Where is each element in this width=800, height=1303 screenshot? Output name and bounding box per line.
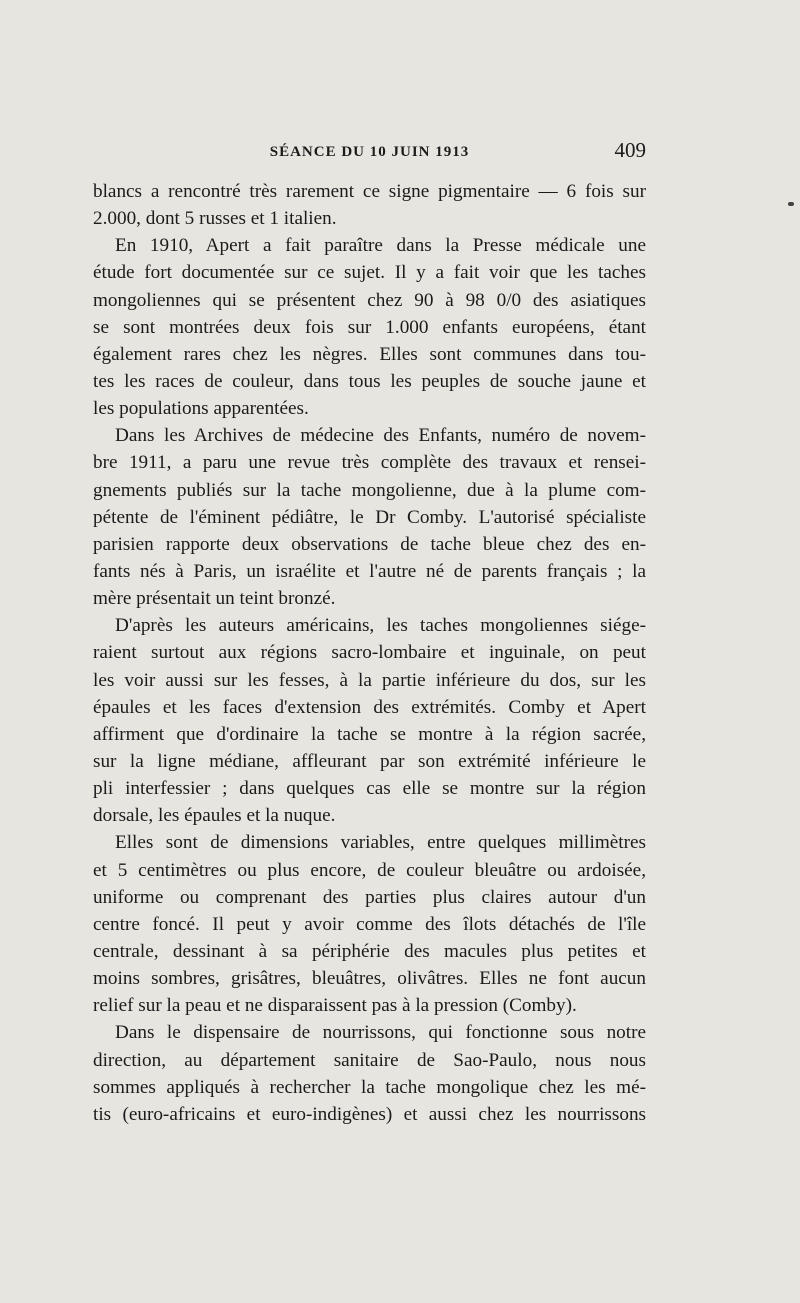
page-number: 409 [614, 138, 646, 162]
text-line: parisien rapporte deux observations de tache bleue chez des en- [93, 533, 646, 555]
running-title: SÉANCE DU 10 JUIN 1913 [269, 144, 470, 160]
text-line: centre foncé. Il peut y avoir comme des îlots détachés de l'île [93, 913, 646, 935]
text-line: blancs a rencontré très rarement ce signe pigmentaire — 6 fois sur [93, 181, 646, 202]
text-line: fants nés à Paris, un israélite et l'autre né de parents français ; la [93, 560, 646, 582]
body-text [93, 178, 646, 1128]
text-line: mongoliennes qui se présentent chez 90 à 98 0/0 des asiatiques [93, 289, 646, 311]
text-line: se sont montrées deux fois sur 1.000 enfants européens, étant [93, 316, 646, 338]
text-line: Dans les Archives de médecine des Enfants, numéro de novem- [115, 425, 646, 447]
text-line: également rares chez les nègres. Elles sont communes dans tou- [93, 343, 646, 365]
text-line: En 1910, Apert a fait paraître dans la Presse médicale une [115, 235, 646, 257]
text-line: moins sombres, grisâtres, bleuâtres, olivâtres. Elles ne font aucun [93, 968, 646, 990]
text-line: sur la ligne médiane, affleurant par son extrémité inférieure le [93, 750, 646, 772]
text-line: les voir aussi sur les fesses, à la partie inférieure du dos, sur les [93, 669, 646, 691]
text-line: direction, au département sanitaire de Sao-Paulo, nous nous [93, 1049, 646, 1071]
text-line: raient surtout aux régions sacro-lombaire et inguinale, on peut [93, 642, 646, 664]
text-line: relief sur la peau et ne disparaissent pas à la pression (Comby). [93, 995, 577, 1017]
text-line: mère présentait un teint bronzé. [93, 588, 336, 610]
text-line: pli interfessier ; dans quelques cas elle se montre sur la région [93, 778, 646, 800]
margin-mark [788, 202, 794, 206]
text-line: bre 1911, a paru une revue très complète des travaux et rensei- [93, 452, 646, 474]
text-line: D'après les auteurs américains, les taches mongoliennes siége- [115, 615, 646, 637]
page-header [93, 138, 646, 168]
text-line: pétente de l'éminent pédiâtre, le Dr Comby. L'autorisé spécialiste [93, 506, 646, 528]
text-line: centrale, dessinant à sa périphérie des macules plus petites et [93, 940, 646, 962]
text-line: 2.000, dont 5 russes et 1 italien. [93, 208, 337, 230]
text-line: uniforme ou comprenant des parties plus claires autour d'un [93, 886, 646, 908]
text-line: tis (euro-africains et euro-indigènes) et aussi chez les nourrissons [93, 1103, 646, 1125]
text-line: affirment que d'ordinaire la tache se montre à la région sacrée, [93, 723, 646, 745]
text-line: les populations apparentées. [93, 398, 309, 420]
text-line: étude fort documentée sur ce sujet. Il y a fait voir que les taches [93, 262, 646, 284]
text-line: sommes appliqués à rechercher la tache mongolique chez les mé- [93, 1076, 646, 1098]
text-line: dorsale, les épaules et la nuque. [93, 805, 336, 827]
text-line: tes les races de couleur, dans tous les peuples de souche jaune et [93, 370, 646, 392]
text-line: Elles sont de dimensions variables, entre quelques millimètres [115, 832, 646, 854]
text-line: et 5 centimètres ou plus encore, de couleur bleuâtre ou ardoisée, [93, 859, 646, 881]
text-line: Dans le dispensaire de nourrissons, qui fonctionne sous notre [115, 1022, 646, 1044]
text-line: épaules et les faces d'extension des extrémités. Comby et Apert [93, 696, 646, 718]
text-line: gnements publiés sur la tache mongolienne, due à la plume com- [93, 479, 646, 501]
